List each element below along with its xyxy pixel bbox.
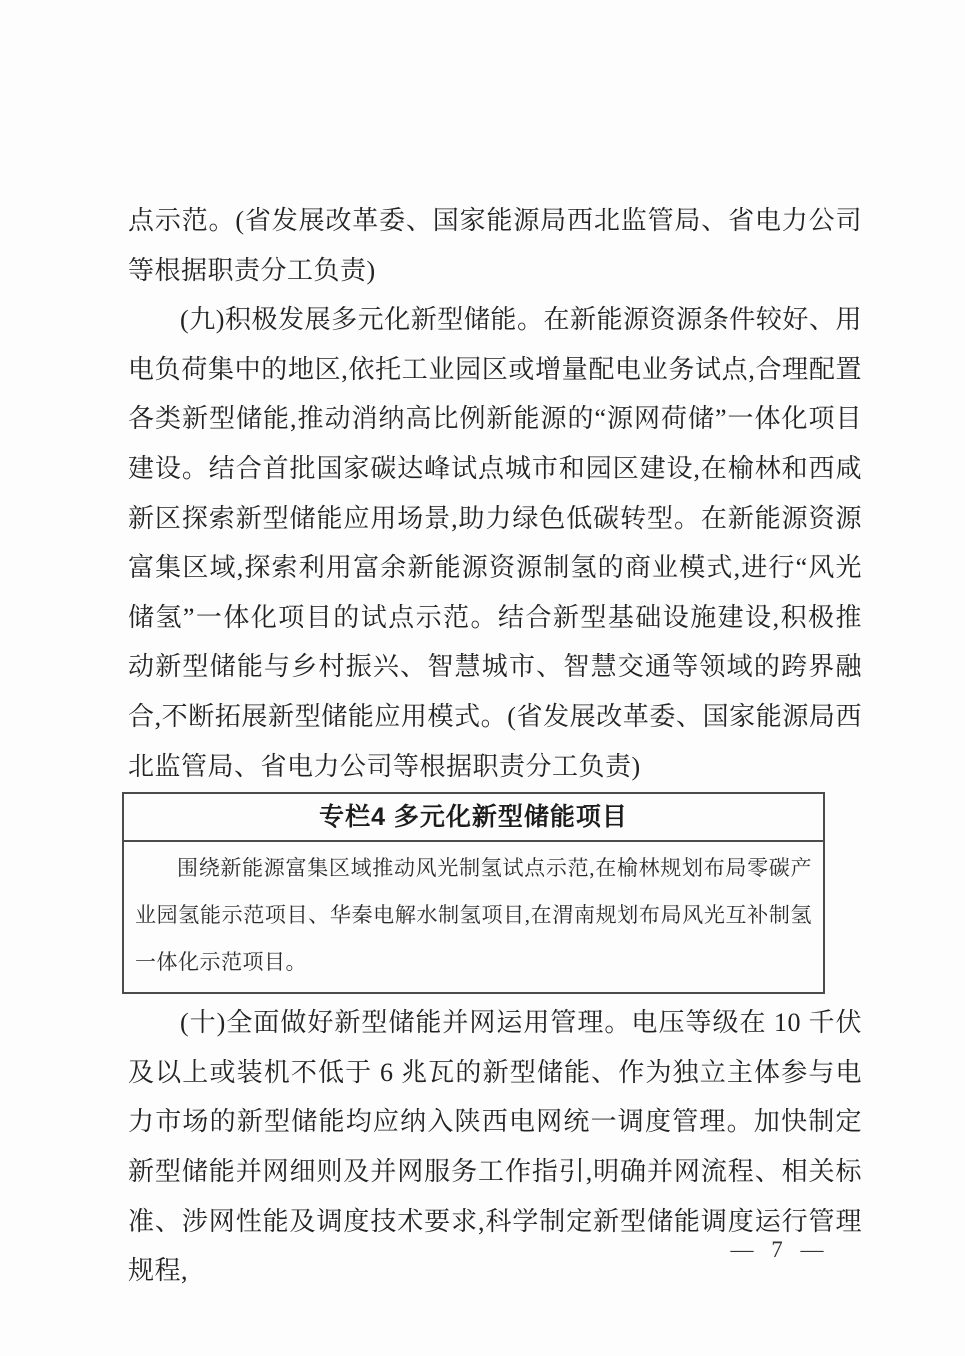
- paragraph-section-10: (十)全面做好新型储能并网运用管理。电压等级在 10 千伏及以上或装机不低于 6 兆瓦的新型储能、作为独立主体参与电力市场的新型储能均应纳入陕西电网统一调度管理。加快制定新型储能并网细则及并网服务工作指引,明确并网流程、相关标准、涉网性能及调度技术要求,科学制定新型储能调度运行管理规程,: [128, 1008, 862, 1286]
- callout-box: [122, 792, 825, 994]
- page-number: — 7 —: [730, 1237, 830, 1262]
- callout-title: 专栏4 多元化新型储能项目: [124, 794, 823, 842]
- paragraph-section-9: (九)积极发展多元化新型储能。在新能源资源条件较好、用电负荷集中的地区,依托工业园区或增量配电业务试点,合理配置各类新型储能,推动消纳高比例新能源的“源网荷储”一体化项目建设。结合首批国家碳达峰试点城市和园区建设,在榆林和西咸新区探索新型储能应用场景,助力绿色低碳转型。在新能源资源富集区域,探索利用富余新能源资源制氢的商业模式,进行“风光储氢”一体化项目的试点示范。结合新型基础设施建设,积极推动新型储能与乡村振兴、智慧城市、智慧交通等领域的跨界融合,不断拓展新型储能应用模式。(省发展改革委、国家能源局西北监管局、省电力公司等根据职责分工负责): [128, 305, 862, 781]
- document-body: [128, 196, 862, 1296]
- paragraph-continuation: 点示范。(省发展改革委、国家能源局西北监管局、省电力公司等根据职责分工负责): [128, 206, 862, 285]
- callout-body: 围绕新能源富集区域推动风光制氢试点示范,在榆林规划布局零碳产业园氢能示范项目、华秦电解水制氢项目,在渭南规划布局风光互补制氢一体化示范项目。: [135, 856, 812, 975]
